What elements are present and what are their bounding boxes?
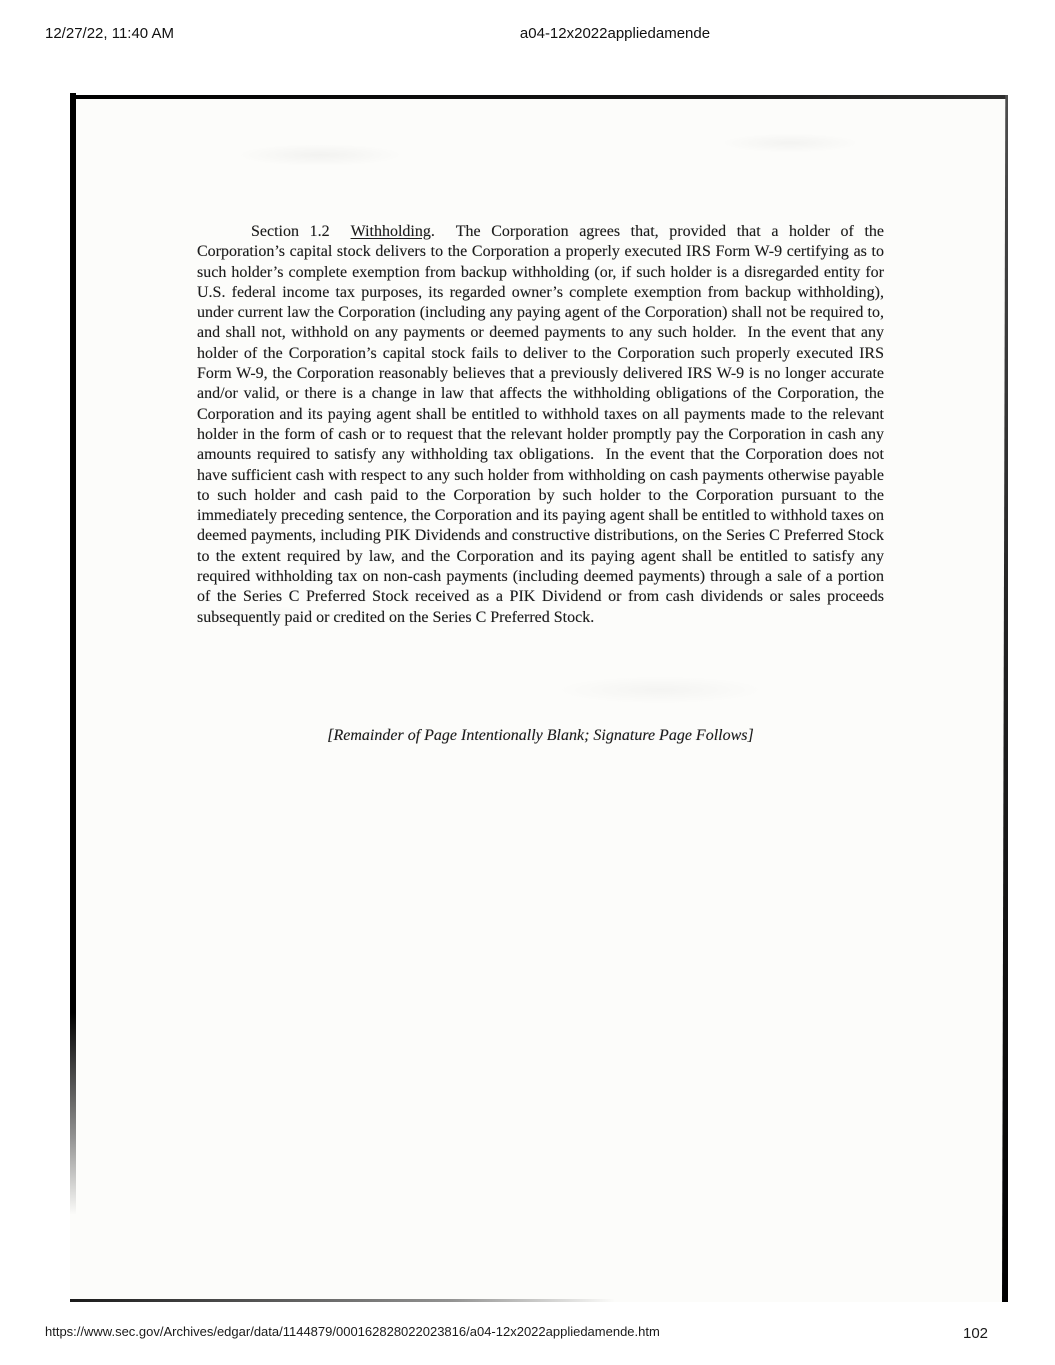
scan-border-bottom xyxy=(70,1299,615,1302)
scan-border-top xyxy=(70,95,1008,99)
remainder-notice: [Remainder of Page Intentionally Blank; Signature Page Follows] xyxy=(327,727,754,744)
withholding-underlined-term: Withholding xyxy=(350,223,431,240)
scan-border-right xyxy=(1002,95,1008,1302)
header-datetime: 12/27/22, 11:40 AM xyxy=(45,25,174,42)
paragraph-segment: . The Corporation agrees that, provided that a holder of the Corporation’s capital stock delivers to the Corporation a properly executed IRS Form W-9 certifying as to such holder’s complete exemption from backup withholding (or, if such holder is a disregarded entity for U.S. federal income tax purposes, its regarded owner’s complete exemption from backup withholding), under current law the Corporation (including any paying agent of the Corporation) shall not be required to, and shall not, withhold on any payments or deemed payments to any such holder. In the event that any holder of the Corporation’s capital stock fails to deliver to the Corporation such properly executed IRS Form W-9, the Corporation reasonably believes that a previously delivered IRS W-9 is no longer accurate and/or valid, or there is a change in law that affects the withholding obligations of the Corporation, the Corporation and its paying agent shall be entitled to withhold taxes on all payments made to the relevant holder in the form of cash or to request that the relevant holder promptly pay the Corporation in cash any amounts required to satisfy any withholding tax obligations. In the event that the Corporation does not have sufficient cash with respect to any such holder from withholding on cash payments otherwise payable to such holder and cash paid to the Corporation by such holder to the Corporation pursuant to the immediately preceding sentence, the Corporation and its paying agent shall be entitled to withhold taxes on deemed payments, including PIK Dividends and constructive distributions, on the Series C Preferred Stock to the extent required by law, and the Corporation and its paying agent shall be entitled to satisfy any required withholding tax on non-cash payments (including deemed payments) through a sale of a portion of the Series C Preferred Stock received as a PIK Dividend or from cash dividends or sales proceeds subsequently paid or credited on the Series C Preferred Stock. xyxy=(197,223,884,626)
scanned-document-page xyxy=(70,95,1008,1302)
footer-source-url: https://www.sec.gov/Archives/edgar/data/1144879/000162828022023816/a04-12x2022appliedamende.htm xyxy=(45,1324,660,1339)
scan-border-left xyxy=(70,93,76,1215)
footer-page-number: 102 xyxy=(963,1325,989,1342)
section-paragraph xyxy=(197,222,884,628)
paragraph-segment: Section 1.2 xyxy=(251,223,330,240)
header-document-title: a04-12x2022appliedamende xyxy=(519,25,711,42)
